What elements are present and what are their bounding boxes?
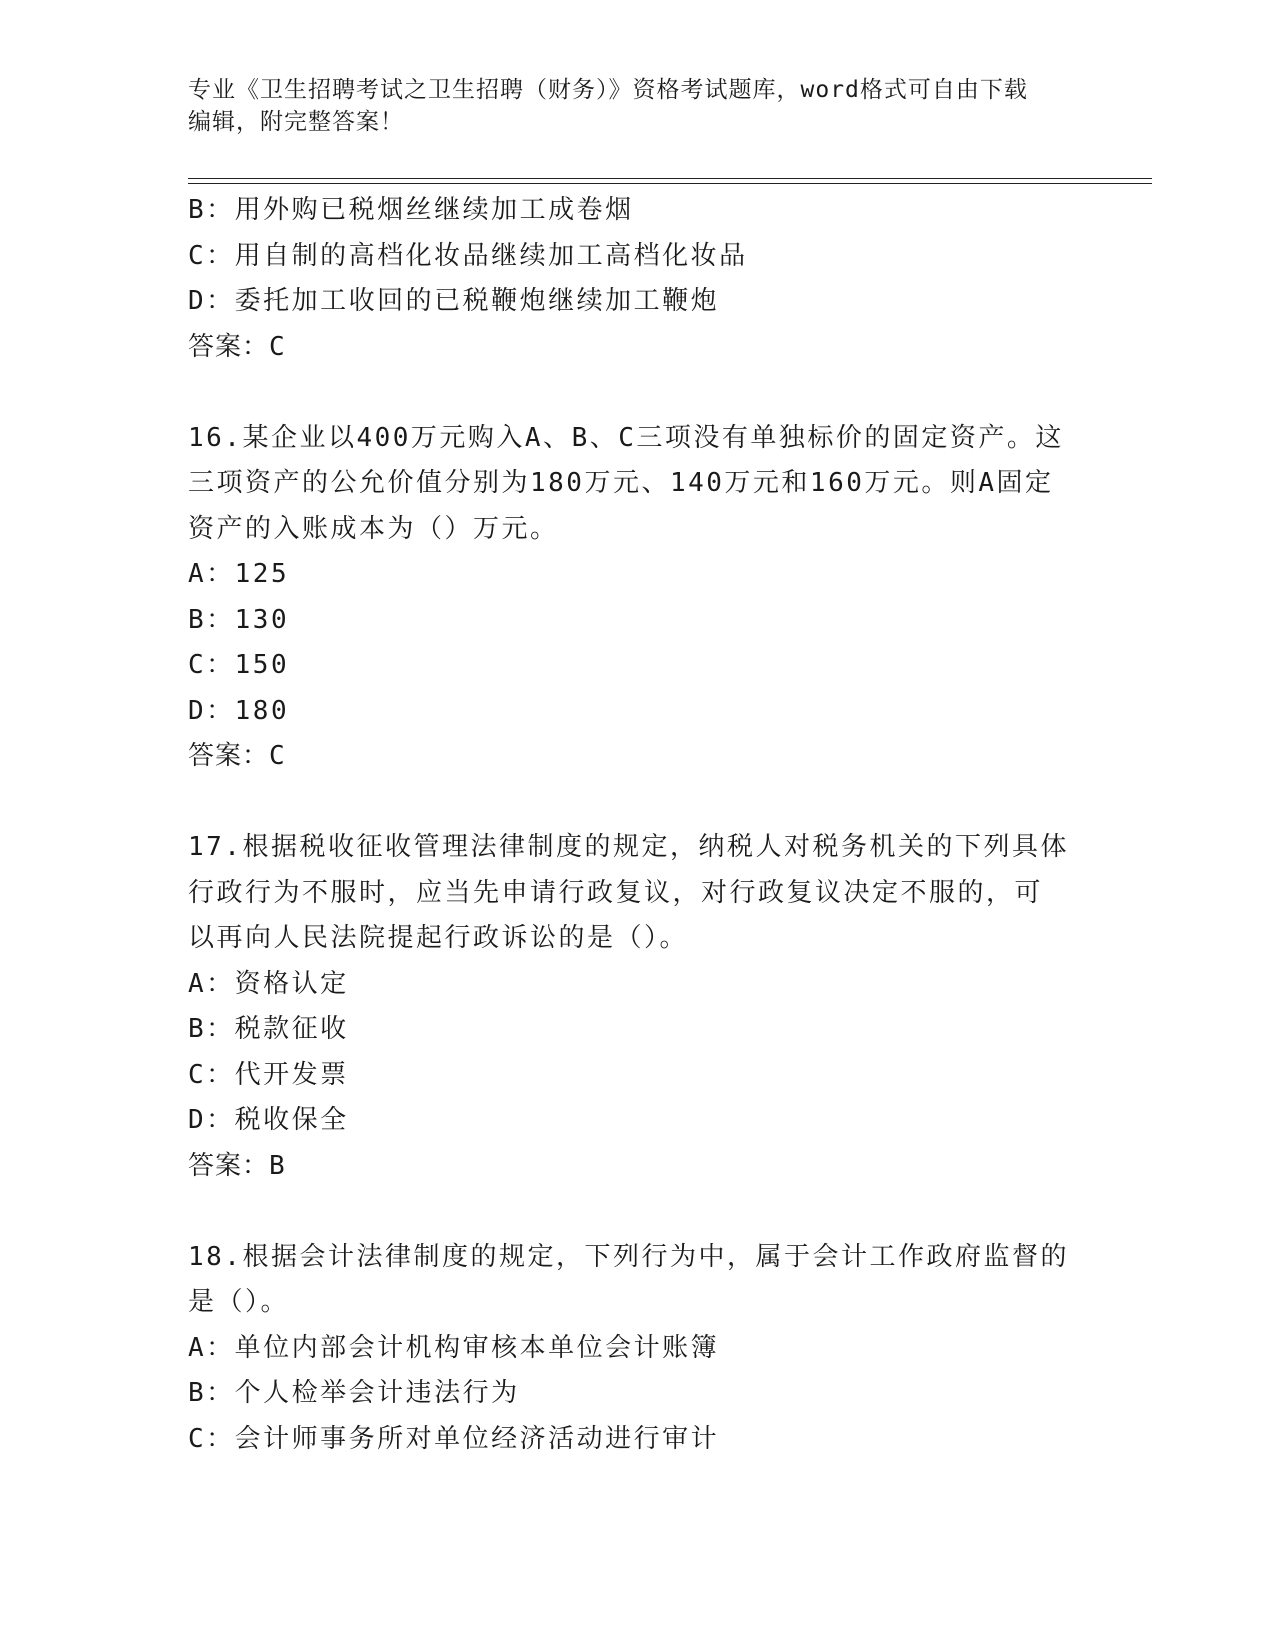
question-line: 17.根据税收征收管理法律制度的规定，纳税人对税务机关的下列具体 bbox=[188, 832, 1069, 862]
option-a: A：资格认定 bbox=[188, 968, 349, 999]
question-text bbox=[188, 416, 1078, 553]
option-a: A：125 bbox=[188, 559, 290, 589]
question-line: 以再向人民法院提起行政诉讼的是（）。 bbox=[188, 923, 689, 953]
header-line-1: 专业《卫生招聘考试之卫生招聘（财务）》资格考试题库，word格式可自由下载 bbox=[188, 77, 1028, 103]
answer: 答案：C bbox=[188, 331, 286, 362]
option-a: A：单位内部会计机构审核本单位会计账簿 bbox=[188, 1332, 720, 1363]
option-b: B：用外购已税烟丝继续加工成卷烟 bbox=[188, 195, 634, 225]
answer: 答案：C bbox=[188, 741, 286, 771]
option-c: C：用自制的高档化妆品继续加工高档化妆品 bbox=[188, 240, 748, 271]
question-content bbox=[188, 188, 1088, 1462]
question-line: 资产的入账成本为（）万元。 bbox=[188, 513, 559, 544]
question-text bbox=[188, 1235, 1078, 1326]
header-line-2: 编辑，附完整答案！ bbox=[188, 109, 404, 135]
question-text bbox=[188, 825, 1078, 962]
option-b: B：税款征收 bbox=[188, 1014, 349, 1044]
document-header bbox=[188, 74, 1088, 138]
continued-question bbox=[188, 188, 1088, 370]
option-d: D：委托加工收回的已税鞭炮继续加工鞭炮 bbox=[188, 286, 720, 316]
question-line: 16.某企业以400万元购入A、B、C三项没有单独标价的固定资产。这 bbox=[188, 422, 1064, 453]
question-17 bbox=[188, 825, 1088, 1189]
header-divider-bottom bbox=[188, 183, 1152, 184]
option-b: B：个人检举会计违法行为 bbox=[188, 1378, 520, 1408]
question-line: 是（）。 bbox=[188, 1287, 290, 1317]
option-d: D：税收保全 bbox=[188, 1105, 349, 1135]
question-16 bbox=[188, 416, 1088, 780]
option-b: B：130 bbox=[188, 604, 290, 635]
header-divider-top bbox=[188, 178, 1152, 179]
answer: 答案：B bbox=[188, 1150, 286, 1181]
question-line: 18.根据会计法律制度的规定，下列行为中，属于会计工作政府监督的 bbox=[188, 1241, 1069, 1272]
option-c: C：代开发票 bbox=[188, 1059, 349, 1090]
option-c: C：150 bbox=[188, 650, 290, 680]
option-d: D：180 bbox=[188, 695, 290, 726]
question-line: 行政行为不服时，应当先申请行政复议，对行政复议决定不服的，可 bbox=[188, 877, 1044, 908]
question-line: 三项资产的公允价值分别为180万元、140万元和160万元。则A固定 bbox=[188, 468, 1054, 498]
option-c: C：会计师事务所对单位经济活动进行审计 bbox=[188, 1423, 720, 1454]
question-18 bbox=[188, 1235, 1088, 1463]
